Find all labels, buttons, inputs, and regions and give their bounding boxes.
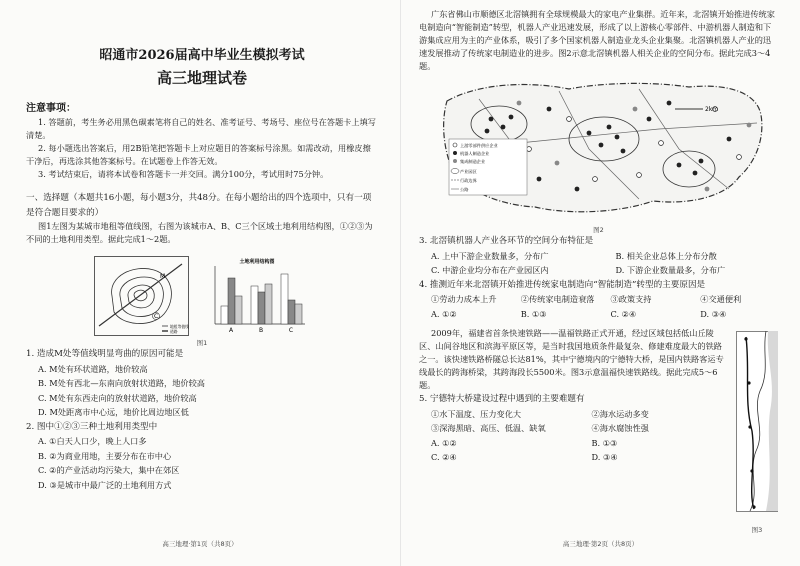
land-use-bar-chart (205, 256, 310, 336)
figure-2 (439, 79, 769, 229)
figure-1-caption: 图1 (196, 339, 208, 347)
note-2: 2. 每小题选出答案后，用2B铅笔把答题卡上对应题目的答案标号涂黑。如需改动，用橡皮擦干净后，再选涂其他答案标号。在试题卷上作答无效。 (26, 143, 371, 166)
fig2-legend-park: 产业园区 (460, 169, 477, 174)
q2-option-d: D. ③是城市中最广泛的土地利用方式 (38, 479, 172, 490)
rent-contour-map (94, 256, 189, 336)
fig1-legend-contour: 地租等值线 (170, 324, 189, 329)
q4-option-a: A. ①② (431, 308, 457, 319)
q4-factor-2: ②传统家电制造衰落 (520, 294, 595, 304)
question-2-stem: 2. 图中①②③三种土地利用类型中 (26, 421, 158, 432)
question-4-stem: 4. 推测近年来北滘镇开始推进传统家电制造向“智能制造”转型的主要原因是 (419, 279, 706, 290)
svg-text:C: C (154, 313, 159, 320)
fig2-legend-integrator: 集成制造企业 (460, 159, 486, 164)
figure-1 (26, 256, 378, 338)
page-1-footer: 高三地理·第1页（共8页） (162, 540, 238, 548)
q1-option-b: B. M处有西北—东南向放射状道路，地价较高 (38, 378, 205, 388)
railway-map (736, 331, 778, 521)
notes-heading: 注意事项： (26, 103, 76, 114)
q4-factor-1: ①劳动力成本上升 (431, 294, 497, 304)
fig2-legend-robot-maker: 机器人制造企业 (460, 151, 490, 156)
q5-option-b: B. ①③ (591, 437, 618, 448)
exam-title: 昭通市2026届高中毕业生模拟考试 (99, 48, 305, 63)
note-1: 1. 答题前，考生务必用黑色碳素笔将自己的姓名、准考证号、考场号、座位号在答题卡上填写清楚。 (26, 117, 376, 140)
exam-subtitle: 高三地理试卷 (156, 69, 247, 87)
q1-option-d: D. M处距离市中心远，地价比周边地区低 (38, 407, 189, 417)
note-3: 3. 考试结束后，请将本试卷和答题卡一并交回。满分100分，考试用时75分钟。 (38, 169, 329, 179)
q4-option-b: B. ①③ (520, 308, 547, 319)
question-5-stem: 5. 宁德特大桥建设过程中遇到的主要难题有 (419, 394, 585, 404)
section1-heading: 一、选择题（本题共16小题，每小题3分，共48分。在每小题给出的四个选项中，只有一项是符合题目要求的） (26, 193, 372, 218)
figure-2-caption: 图2 (593, 226, 604, 234)
q5-factor-3: ③深海黑暗、高压、低温、缺氧 (431, 423, 546, 433)
fig2-scale-label: 2km (705, 106, 719, 113)
svg-text:M: M (160, 273, 166, 280)
q4-factor-4: ④交通便利 (700, 294, 742, 304)
fig2-legend-boundary: 行政边界 (460, 178, 477, 183)
q3-option-a: A. 上中下游企业数量多，分布广 (431, 250, 549, 261)
q5-factor-2: ②海水运动多变 (591, 408, 649, 419)
section1-intro: 图1左图为某城市地租等值线图，右图为该城市A、B、C三个区域土地利用结构图，①②③为不同的土地利用类型。据此完成1～2题。 (26, 221, 373, 244)
passage-1: 广东省佛山市顺德区北滘镇拥有全球规模最大的家电产业集群。近年来，北滘镇开始推进传统家电制造向“智能制造”转型，机器人产业迅速发展，形成了以上游核心零部件、中游机器人制造和下游集成应用为主的产业体系，吸引了多个国家机器人制造业龙头企业集聚。北滘镇机器人产业的迅速发展推动了传统家电制造业的进步。图2示意北滘镇机器人相关企业的空间分布。据此完成3～4题。 (419, 9, 775, 71)
question-3-stem: 3. 北滘镇机器人产业各环节的空间分布特征是 (419, 236, 594, 246)
q1-option-c: C. M处有东西走向的放射状道路，地价较高 (38, 392, 197, 403)
q3-option-d: D. 下游企业数量最多，分布广 (615, 265, 726, 275)
q2-option-a: A. ①白天人口少，晚上人口多 (38, 436, 147, 446)
q2-option-c: C. ②的产业活动均污染大，集中在郊区 (38, 465, 180, 475)
q5-factor-1: ①水下温度、压力变化大 (431, 408, 522, 419)
exam-page-2 (400, 0, 800, 566)
q3-option-b: B. 相关企业总体上分布分散 (615, 250, 717, 261)
q4-option-d: D. ③④ (700, 308, 727, 319)
figure-3-caption: 图3 (751, 526, 763, 534)
q5-option-d: D. ③④ (591, 452, 618, 462)
fig1-category-a: A (228, 327, 234, 334)
fig1-chart-title: 土地利用结构图 (239, 259, 275, 265)
q2-option-b: B. ②为商业用地，主要分布在市中心 (38, 450, 172, 461)
q1-option-a: A. M处有环状道路，地价较高 (38, 363, 148, 374)
section-railway (419, 327, 778, 534)
page-2-footer: 高三地理·第2页（共8页） (562, 540, 639, 548)
q5-option-c: C. ②④ (431, 452, 457, 462)
q5-option-a: A. ①② (431, 437, 457, 448)
robot-industry-map (439, 79, 769, 219)
passage-2: 2009年，福建省首条快速铁路——温福铁路正式开通，经过区域包括低山丘陵区、山间谷地区和滨海平原区等，是当时我国地质条件最复杂、修建难度最大的铁路之一。该快速铁路桥隧总长达81%，其中宁德境内的宁德特大桥，是国内铁路客运专线最长的跨海桥梁，其跨海段长5500米。图3示意温福快速铁路线。据此完成5～6题。 (419, 328, 724, 390)
q3-option-c: C. 中游企业均分布在产业园区内 (431, 265, 549, 275)
q4-factor-3: ③政策支持 (610, 294, 652, 304)
q5-factor-4: ④海水腐蚀性强 (591, 423, 649, 433)
question-1-stem: 1. 造成M处等值线明显弯曲的原因可能是 (26, 349, 184, 359)
fig2-legend-upstream: 上游零部件供应企业 (460, 143, 498, 148)
fig1-legend-road: 道路 (170, 329, 178, 334)
fig2-legend-road: 公路 (460, 187, 469, 192)
fig1-category-b: B (258, 327, 264, 334)
q4-option-c: C. ②④ (610, 308, 637, 319)
fig1-category-c: C (288, 327, 294, 334)
